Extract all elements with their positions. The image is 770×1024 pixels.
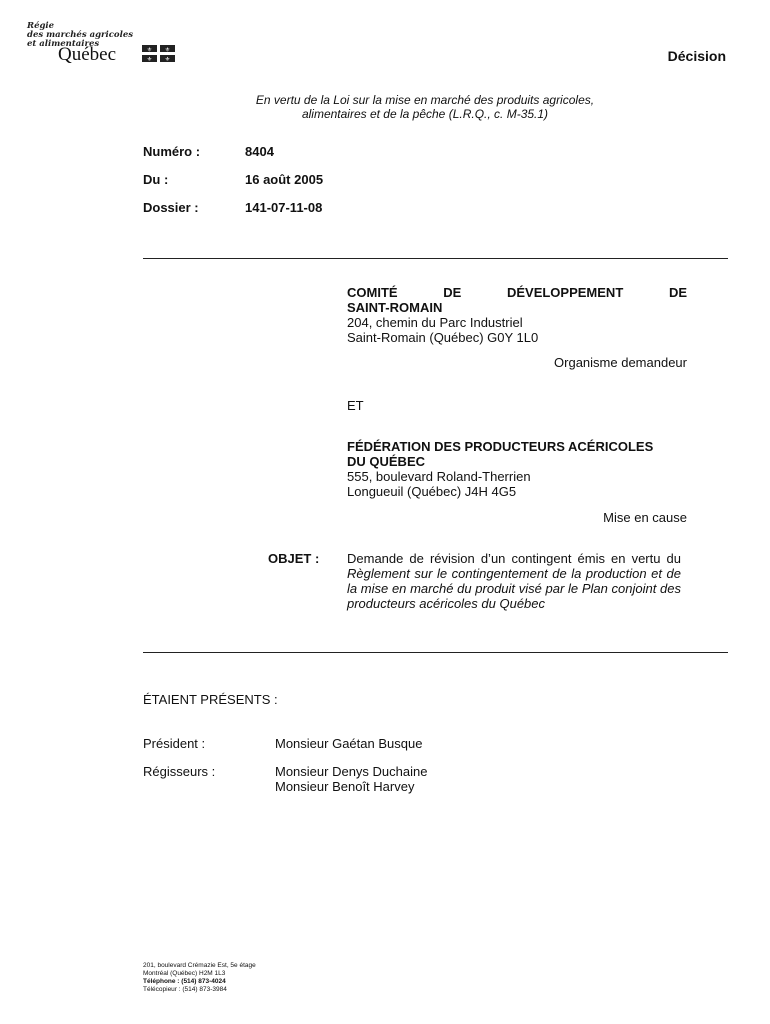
svg-text:⚜: ⚜ (164, 56, 171, 62)
law-line-2: alimentaires et de la pêche (L.R.Q., c. M-35.1) (301, 107, 549, 121)
party-respondent-role: Mise en cause (603, 510, 687, 525)
agency-line-1: Régie (27, 21, 55, 31)
connector-et: ET (347, 398, 364, 413)
date-value: 16 août 2005 (245, 172, 324, 187)
party-applicant-word-3: DÉVELOPPEMENT (506, 285, 624, 300)
law-line-1: En vertu de la Loi sur la mise en marché des produits agricoles, (255, 93, 595, 107)
agency-line-2: des marchés agricoles (27, 30, 134, 40)
svg-text:⚜: ⚜ (146, 46, 153, 54)
party-respondent (347, 439, 707, 499)
regisseur-2: Monsieur Benoît Harvey (275, 779, 415, 794)
party-applicant-role: Organisme demandeur (554, 355, 687, 370)
quebec-flag-icon (142, 45, 175, 62)
objet-text-plain: Demande de révision d’un contingent émis en vertu du (347, 551, 681, 566)
quebec-wordmark: Québec (58, 44, 117, 65)
footer-line-1: 201, boulevard Crémazie Est, 5e étage (143, 962, 256, 969)
footer-line-2: Montréal (Québec) H2M 1L3 (143, 970, 226, 977)
objet-text (347, 551, 681, 611)
regisseurs-names (275, 764, 427, 794)
present-heading: ÉTAIENT PRÉSENTS : (143, 692, 278, 707)
regisseurs-label: Régisseurs : (143, 764, 216, 779)
footer-address (143, 962, 256, 994)
law-reference (200, 93, 650, 121)
president-name: Monsieur Gaétan Busque (275, 736, 423, 751)
party-applicant-word-1: COMITÉ (347, 285, 398, 300)
party-applicant-address-2: Saint-Romain (Québec) G0Y 1L0 (347, 330, 539, 345)
party-applicant-name-line-1 (347, 285, 687, 300)
regisseur-1: Monsieur Denys Duchaine (275, 764, 428, 779)
dossier-label: Dossier : (143, 200, 199, 215)
footer-phone: Téléphone : (514) 873-4024 (143, 978, 226, 985)
footer-fax: Télécopieur : (514) 873-3984 (143, 986, 227, 993)
divider-top (143, 258, 728, 259)
party-applicant (347, 285, 687, 345)
party-applicant-address-1: 204, chemin du Parc Industriel (347, 315, 523, 330)
party-applicant-word-2: DE (443, 285, 462, 300)
party-respondent-name-line-1: FÉDÉRATION DES PRODUCTEURS ACÉRICOLES (347, 439, 654, 454)
dossier-value: 141-07-11-08 (245, 200, 323, 215)
svg-text:⚜: ⚜ (146, 56, 153, 62)
svg-text:⚜: ⚜ (164, 46, 171, 54)
party-applicant-word-4: DE (668, 285, 687, 300)
objet-text-italic: Règlement sur le contingentement de la production et de la mise en marché du produit visé par le Plan conjoint des producteurs acéricoles du Québec (347, 566, 681, 611)
party-applicant-name-line-2: SAINT-ROMAIN (347, 300, 443, 315)
party-respondent-address-2: Longueuil (Québec) J4H 4G5 (347, 484, 517, 499)
president-label: Président : (143, 736, 206, 751)
document-type: Décision (667, 48, 726, 64)
date-label: Du : (143, 172, 169, 187)
party-respondent-name-line-2: DU QUÉBEC (347, 454, 426, 469)
numero-value: 8404 (245, 144, 274, 159)
objet-label: OBJET : (268, 551, 320, 566)
divider-bottom (143, 652, 728, 653)
numero-label: Numéro : (143, 144, 201, 159)
agency-line-3: et alimentaires (27, 39, 100, 49)
party-respondent-address-1: 555, boulevard Roland-Therrien (347, 469, 531, 484)
